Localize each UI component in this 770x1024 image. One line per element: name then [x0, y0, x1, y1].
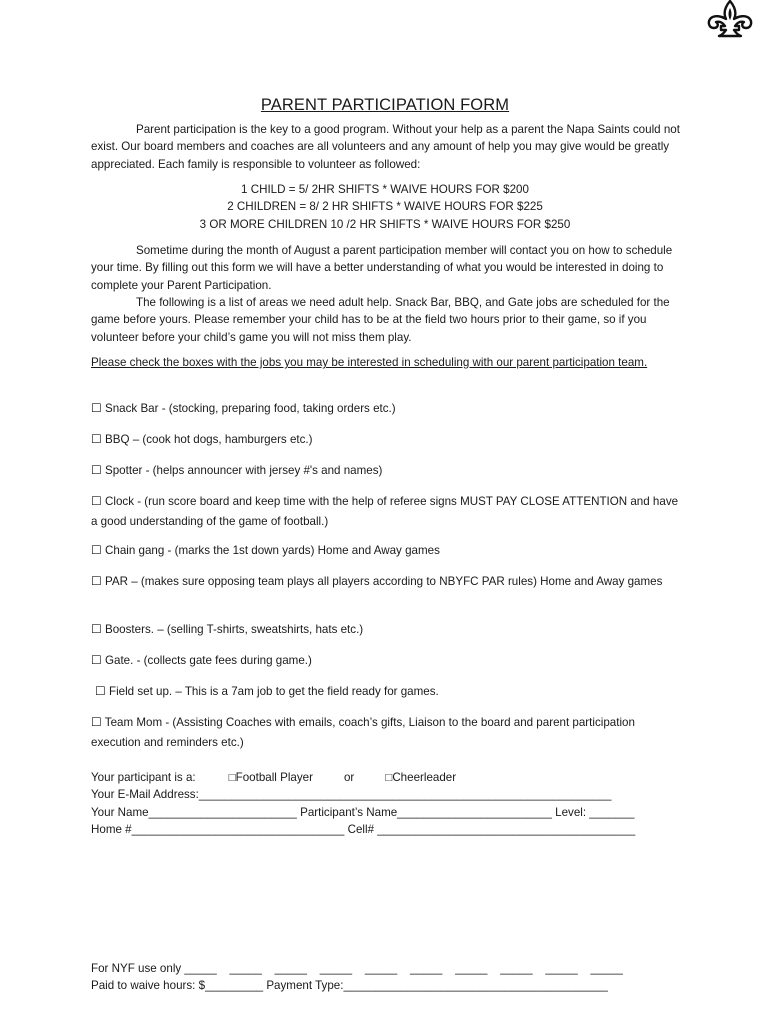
- form-title: PARENT PARTICIPATION FORM: [260, 96, 510, 114]
- shift-tiers: [0, 181, 770, 233]
- participant-type-row: [91, 769, 691, 786]
- job-spotter[interactable]: [91, 461, 681, 481]
- checkbox-icon[interactable]: ☐: [91, 432, 102, 446]
- job-label: Boosters. – (selling T-shirts, sweatshirts, hats etc.): [105, 623, 364, 636]
- football-player-option[interactable]: □Football Player: [228, 771, 313, 784]
- or-text: or: [343, 771, 355, 784]
- job-label: Team Mom - (Assisting Coaches with emails, coach’s gifts, Liaison to the board and parent participation execution and reminders etc.): [91, 716, 635, 749]
- cheerleader-option[interactable]: □Cheerleader: [385, 771, 457, 784]
- checkbox-icon[interactable]: ☐: [91, 622, 102, 636]
- payment-row: Paid to waive hours: $_________ Payment Type:_________________________________________: [91, 979, 608, 992]
- tier-1: 1 CHILD = 5/ 2HR SHIFTS * WAIVE HOURS FOR $200: [241, 183, 529, 196]
- job-par[interactable]: [91, 572, 681, 592]
- job-label: Clock - (run score board and keep time with the help of referee signs MUST PAY CLOSE ATTENTION and have a good understanding of the game of football.): [91, 495, 679, 528]
- job-field-set-up[interactable]: [95, 682, 685, 702]
- contact-paragraph: Sometime during the month of August a parent participation member will contact you on how to schedule your time. By filling out this form we will have a better understanding of what you would be interested in doing to complete your Parent Participation.: [91, 244, 673, 292]
- job-bbq[interactable]: [91, 430, 681, 450]
- office-use-row: For NYF use only _____ _____ _____ _____ _____ _____ _____ _____ _____ _____: [91, 962, 623, 975]
- job-label: Field set up. – This is a 7am job to get the field ready for games.: [109, 685, 439, 698]
- job-label: BBQ – (cook hot dogs, hamburgers etc.): [105, 433, 313, 446]
- job-label: Spotter - (helps announcer with jersey #'s and names): [105, 464, 383, 477]
- tier-2: 2 CHILDREN = 8/ 2 HR SHIFTS * WAIVE HOURS FOR $225: [227, 200, 543, 214]
- job-label: PAR – (makes sure opposing team plays all players according to NBYFC PAR rules) Home and Away games: [105, 575, 663, 588]
- tier-3: 3 OR MORE CHILDREN 10 /2 HR SHIFTS * WAIVE HOURS FOR $250: [199, 217, 571, 231]
- checkbox-icon[interactable]: ☐: [91, 463, 102, 477]
- job-snack-bar[interactable]: [91, 399, 681, 419]
- name-row[interactable]: Your Name_______________________ Participant’s Name________________________ Level: _______: [91, 806, 635, 819]
- job-boosters[interactable]: [91, 620, 681, 640]
- checkbox-icon[interactable]: ☐: [91, 715, 102, 729]
- job-chain-gang[interactable]: [91, 541, 681, 561]
- job-clock[interactable]: [91, 492, 681, 531]
- checkbox-icon[interactable]: ☐: [91, 574, 102, 588]
- participant-label: Your participant is a:: [91, 771, 196, 784]
- checkbox-icon[interactable]: ☐: [91, 401, 102, 415]
- checkbox-icon[interactable]: ☐: [91, 543, 102, 557]
- checkbox-instruction: Please check the boxes with the jobs you may be interested in scheduling with our parent participation team.: [91, 356, 648, 369]
- checkbox-icon[interactable]: □: [385, 771, 393, 784]
- phone-row[interactable]: Home #_________________________________ Cell# ________________________________________: [91, 823, 636, 836]
- job-label: Snack Bar - (stocking, preparing food, taking orders etc.): [105, 402, 396, 415]
- areas-paragraph: The following is a list of areas we need adult help. Snack Bar, BBQ, and Gate jobs are scheduled for the game before yours. Please remember your child has to be at the field two hours prior to their game, so if you volunteer before your child’s game you will not miss them play.: [91, 296, 670, 344]
- job-label: Chain gang - (marks the 1st down yards) Home and Away games: [105, 544, 440, 557]
- email-field[interactable]: Your E-Mail Address:________________________________________________________________: [91, 788, 612, 801]
- intro-paragraph: Parent participation is the key to a good program. Without your help as a parent the Napa Saints could not exist. Our board members and coaches are all volunteers and any amount of help you may give would be greatly appreciated. Each family is responsible to volunteer as followed:: [91, 123, 680, 171]
- checkbox-icon[interactable]: ☐: [91, 494, 102, 508]
- job-label: Gate. - (collects gate fees during game.): [105, 654, 312, 667]
- checkbox-icon[interactable]: ☐: [95, 684, 106, 698]
- job-team-mom[interactable]: [91, 713, 681, 752]
- fleur-de-lis-logo: [704, 0, 756, 38]
- job-gate[interactable]: [91, 651, 681, 671]
- checkbox-icon[interactable]: □: [228, 771, 236, 784]
- checkbox-icon[interactable]: ☐: [91, 653, 102, 667]
